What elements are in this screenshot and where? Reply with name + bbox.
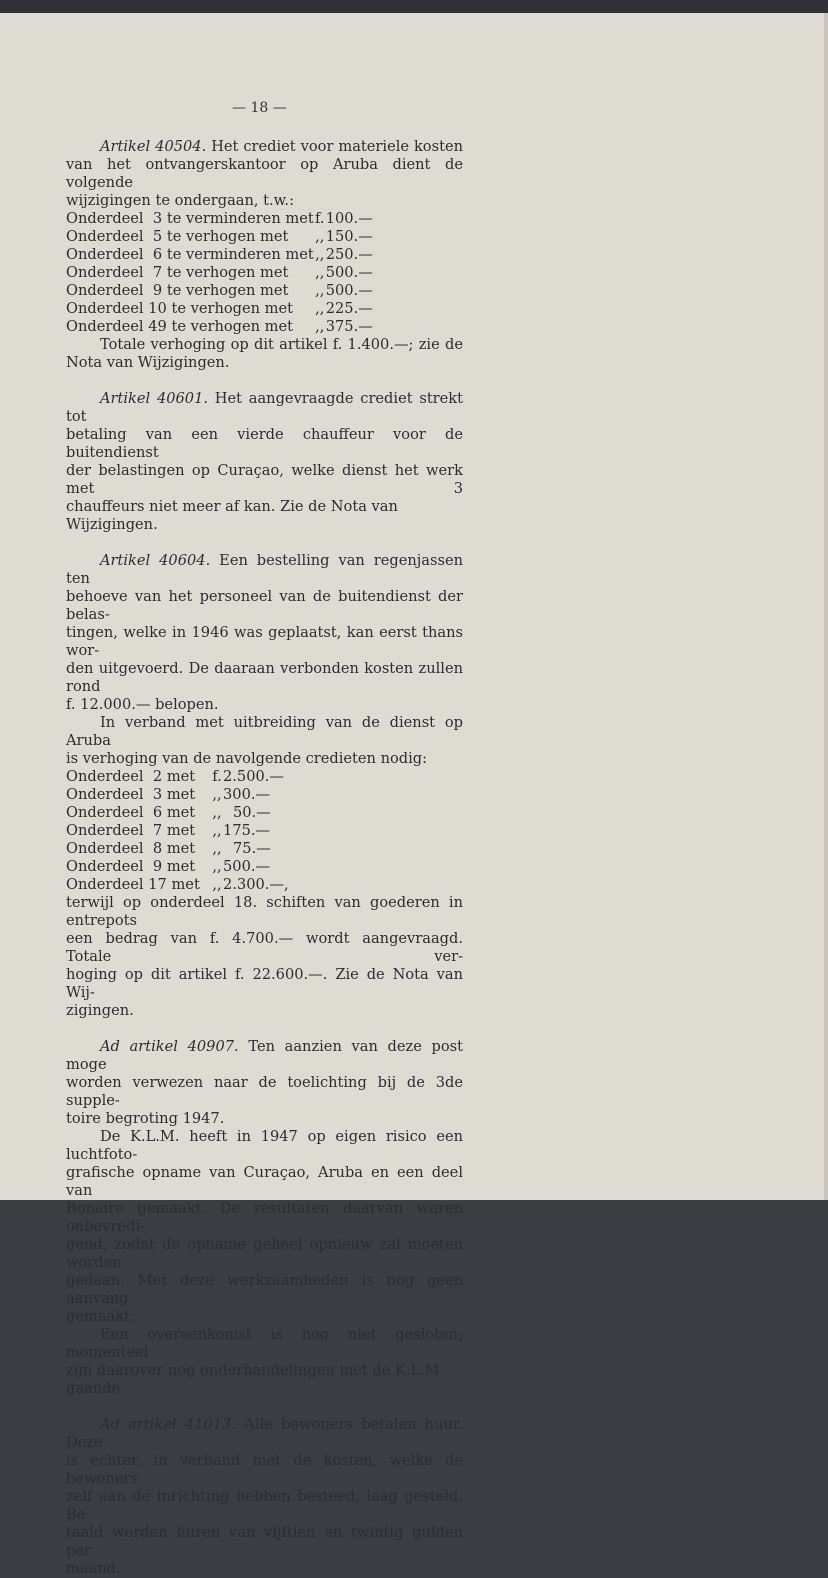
table-row: Onderdeel 9 met ,, 500.— xyxy=(66,858,271,875)
body-line: taald worden huren van vijftien en twintig gulden per xyxy=(66,1524,463,1559)
article-heading: Artikel 40504. xyxy=(100,138,207,155)
body-line: Nota van Wijzigingen. xyxy=(66,354,230,371)
body-line: Ad artikel 41013. Alle bewoners betalen huur. Deze xyxy=(66,1416,463,1451)
body-line: zigingen. xyxy=(66,1002,134,1019)
body-line: gedaan. Met deze werkzaamheden is nog geen aanvang xyxy=(66,1272,463,1307)
table-row: Onderdeel 9 te verhogen met ,, 500.— xyxy=(66,282,373,299)
body-line: is echter, in verband met de kosten, welke de bewoners xyxy=(66,1452,463,1487)
body-line: Totale verhoging op dit artikel f. 1.400.—; zie de xyxy=(100,336,463,353)
body-line: maand. xyxy=(66,1560,121,1577)
article-heading: Artikel 40604. xyxy=(100,552,211,569)
section-artikel-40601 xyxy=(66,390,463,534)
body-line: De K.L.M. heeft in 1947 op eigen risico een luchtfoto- xyxy=(66,1128,463,1163)
table-row: Onderdeel 10 te verhogen met ,, 225.— xyxy=(66,300,373,317)
body-line: Ad artikel 40907. Ten aanzien van deze post moge xyxy=(66,1038,464,1073)
budget-table-40604 xyxy=(66,768,463,894)
body-line: Bonaire gemaakt. De resultaten daarvan waren onbevredi- xyxy=(66,1200,463,1235)
body-line: den uitgevoerd. De daaraan verbonden kosten zullen rond xyxy=(66,660,463,695)
body-line: Artikel 40601. Het aangevraagde crediet strekt tot xyxy=(66,390,463,425)
table-row: Onderdeel 6 te verminderen met ,, 250.— xyxy=(66,246,373,263)
body-line: terwijl op onderdeel 18. schiften van goederen in entrepots xyxy=(66,894,463,929)
body-line: is verhoging van de navolgende credieten nodig: xyxy=(66,750,428,767)
body-line: Artikel 40604. Een bestelling van regenjassen ten xyxy=(66,552,463,587)
table-row: Onderdeel 2 met f. 2.500.— xyxy=(66,768,285,785)
body-line: Artikel 40504. Het crediet voor materiele kosten xyxy=(100,138,463,155)
table-row: Onderdeel 5 te verhogen met ,, 150.— xyxy=(66,228,373,245)
table-row: Onderdeel 3 met ,, 300.— xyxy=(66,786,271,803)
document-page xyxy=(0,13,824,1577)
body-line: grafische opname van Curaçao, Aruba en een deel van xyxy=(66,1164,463,1199)
section-artikel-40604 xyxy=(66,552,463,1020)
body-line: tingen, welke in 1946 was geplaatst, kan eerst thans wor- xyxy=(66,624,463,659)
document-body xyxy=(66,138,463,1578)
body-line: betaling van een vierde chauffeur voor de buitendienst xyxy=(66,426,463,461)
section-artikel-40907 xyxy=(66,1038,463,1398)
body-line: van het ontvangerskantoor op Aruba dient de volgende xyxy=(66,156,463,191)
table-row: Onderdeel 7 met ,, 175.— xyxy=(66,822,271,839)
table-row: Onderdeel 8 met ,, 75.— xyxy=(66,840,271,857)
page-number: — 18 — xyxy=(232,100,287,116)
body-line: toire begroting 1947. xyxy=(66,1110,225,1127)
body-line: gend, zodat de opname geheel opnieuw zal moeten worden xyxy=(66,1236,463,1271)
body-line: Een overeenkomst is nog niet gesloten; momenteel xyxy=(66,1326,463,1361)
body-line: zijn daarover nog onderhandelingen met de K.L.M. gaande. xyxy=(66,1362,445,1397)
body-line: een bedrag van f. 4.700.— wordt aangevraagd. Totale ver- xyxy=(66,930,463,965)
table-row: Onderdeel 7 te verhogen met ,, 500.— xyxy=(66,264,373,281)
article-heading: Ad artikel 40907. xyxy=(100,1038,239,1055)
table-row: Onderdeel 49 te verhogen met ,, 375.— xyxy=(66,318,373,335)
scan-right-edge xyxy=(824,13,828,1200)
table-row: Onderdeel 3 te verminderen met f. 100.— xyxy=(66,210,373,227)
table-row: Onderdeel 17 met ,, 2.300.—, xyxy=(66,876,289,893)
section-artikel-40504 xyxy=(66,138,463,372)
body-line: der belastingen op Curaçao, welke dienst het werk met 3 xyxy=(66,462,463,497)
budget-table-40504 xyxy=(66,210,463,336)
body-line: behoeve van het personeel van de buitendienst der belas- xyxy=(66,588,463,623)
table-row: Onderdeel 6 met ,, 50.— xyxy=(66,804,271,821)
body-line: gemaakt. xyxy=(66,1308,135,1325)
body-line: zelf aan de inrichting hebben besteed, laag gesteld. Be- xyxy=(66,1488,463,1523)
body-line: chauffeurs niet meer af kan. Zie de Nota van Wijzigingen. xyxy=(66,498,398,533)
body-line: worden verwezen naar de toelichting bij de 3de supple- xyxy=(66,1074,463,1109)
article-heading: Ad artikel 41013. xyxy=(100,1416,236,1433)
body-line: hoging op dit artikel f. 22.600.—. Zie de Nota van Wij- xyxy=(66,966,463,1001)
article-heading: Artikel 40601. xyxy=(100,390,209,407)
body-line: wijzigingen te ondergaan, t.w.: xyxy=(66,192,294,209)
body-line: f. 12.000.— belopen. xyxy=(66,696,219,713)
section-artikel-41013 xyxy=(66,1416,463,1578)
scan-top-border xyxy=(0,0,828,13)
body-line: In verband met uitbreiding van de dienst op Aruba xyxy=(66,714,463,749)
